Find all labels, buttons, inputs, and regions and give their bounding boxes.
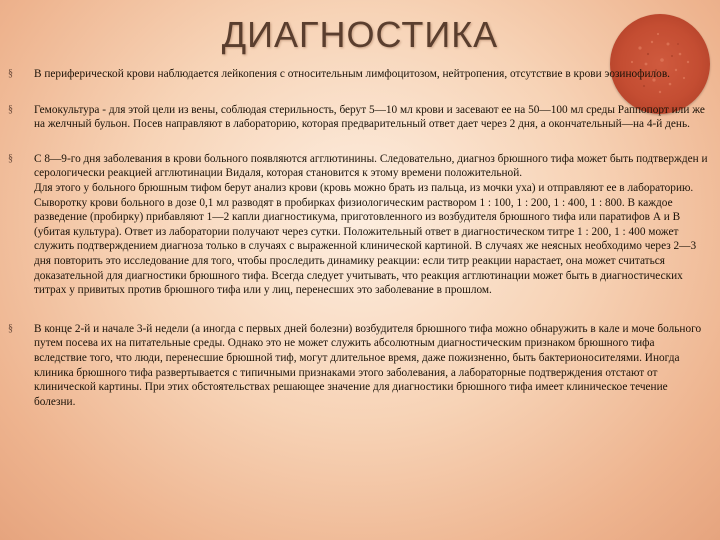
bullet-text: В периферической крови наблюдается лейкопения с относительным лимфоцитозом, нейтропения, отсутствие в крови эозинофилов.: [34, 68, 670, 80]
bullet-text: С 8—9-го дня заболевания в крови больного появляются агглютинины. Следовательно, диагноз брюшного тифа может быть подтвержден и серологически реакцией агглютинации Видаля, которая становится к этому времени положительной.: [34, 152, 708, 180]
bullet-marker-icon: §: [8, 68, 13, 79]
bullet-item: [8, 152, 708, 298]
bullet-marker-icon: §: [8, 152, 13, 164]
bullet-text: Для этого у больного брюшным тифом берут анализ крови (кровь можно брать из пальца, из мочки уха) и отправляют ее в лабораторию. Сыворотку крови больного в дозе 0,1 мл разводят в пробирках физиологическим раствором 1 : 100, 1 : 200, 1 : 400, 1 : 800. В каждое разведение (пробирку) прибавляют 1—2 капли диагностикума, приготовленного из возбудителя брюшного тифа или паратифов А и В (убитая культура). Ответ из лаборатории получают через сутки. Положительный ответ в диагностическом титре 1 : 200, 1 : 400 может служить подтверждением диагноза только в случаях с выраженной клинической картиной. В случаях же неясных необходимо через 2—3 дня повторить это исследование для того, чтобы проследить динамику реакции: если титр реакции нарастает, она может считаться доказательной для диагностики брюшного тифа. Всегда следует учитывать, что реакция агглютинации может быть в диагностических титрах у привитых против брюшного тифа или у лиц, перенесших это заболевание в прошлом.: [34, 181, 697, 297]
bullet-marker-icon: §: [8, 322, 13, 334]
bullet-marker-icon: §: [8, 103, 13, 115]
bullet-item: [8, 322, 708, 410]
bullet-item: [8, 67, 708, 82]
bullet-list: [8, 67, 708, 409]
bullet-item: [8, 103, 708, 132]
slide-title: ДИАГНОСТИКА: [221, 14, 499, 55]
bullet-text: В конце 2-й и начале 3-й недели (а иногда с первых дней болезни) возбудителя брюшного тифа можно обнаружить в кале и моче больного путем посева их на питательные среды. Однако это не может служить абсолютным диагностическим признаком брюшного тифа вследствие того, что люди, перенесшие брюшной тиф, могут длительное время, даже пожизненно, быть бактерионосителями. Иногда клиника брюшного тифа развертывается с типичными признаками этого заболевания, а лабораторные подтверждения отстают от клинической картины. При этих обстоятельствах решающее значение для диагностики брюшного тифа имеет клиническое течение болезни.: [34, 322, 702, 408]
bullet-text: Гемокультура - для этой цели из вены, соблюдая стерильность, берут 5—10 мл крови и засевают ее на 50—100 мл среды Раппопорт или же на желчный бульон. Посев направляют в лабораторию, которая предварительный ответ дает через 2 дня, а окончательный—на 4-й день.: [34, 103, 705, 131]
